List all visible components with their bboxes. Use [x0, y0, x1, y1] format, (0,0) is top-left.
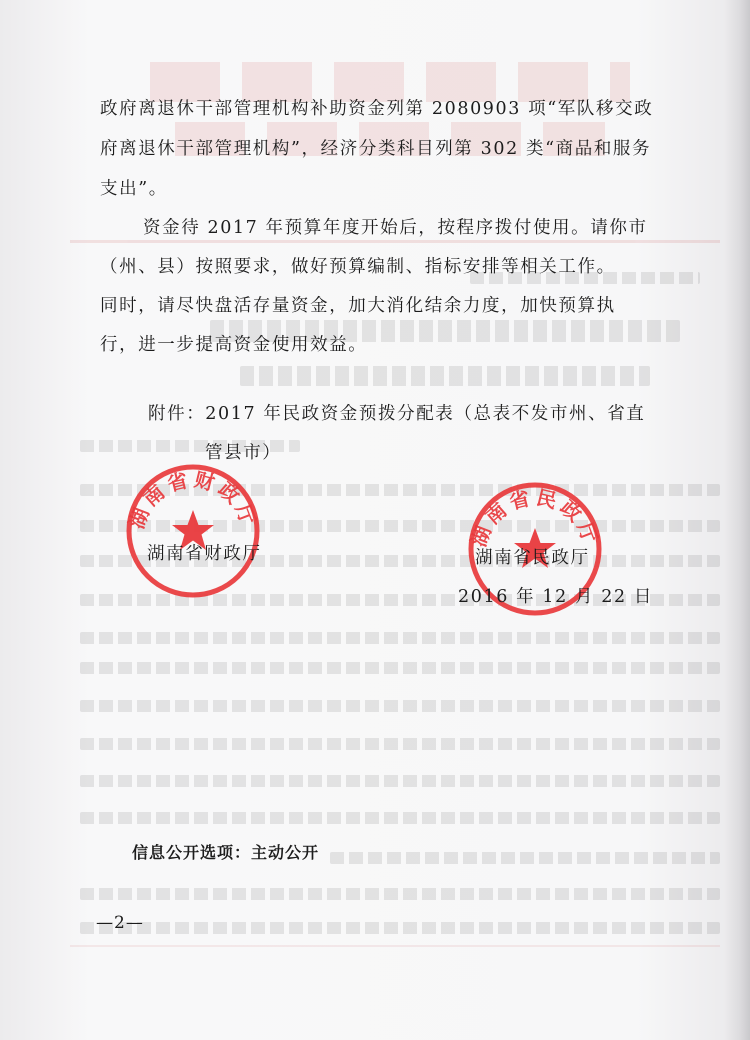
body-line-3: 支出”。 [100, 179, 168, 199]
disclosure-label: 信息公开选项： [132, 843, 252, 862]
disclosure-value: 主动公开 [251, 843, 320, 862]
attachment-line-2: 管县市） [205, 443, 282, 463]
body-line-7: 行，进一步提高资金使用效益。 [100, 335, 368, 355]
body-line-2: 府离退休干部管理机构”，经济分类科目列第 302 类“商品和服务 [100, 139, 652, 159]
disclosure-option [132, 840, 319, 863]
body-line-4: 资金待 2017 年预算年度开始后，按程序拨付使用。请你市 [143, 218, 648, 238]
signatory-civil-affairs-department: 湖南省民政厅 [475, 548, 590, 568]
body-line-1: 政府离退休干部管理机构补助资金列第 2080903 项“军队移交政 [100, 99, 654, 119]
finance-seal-text: 湖南省财政厅 [124, 467, 262, 532]
signatory-finance-department: 湖南省财政厅 [147, 544, 262, 564]
civil-affairs-seal-text: 湖南省民政厅 [466, 485, 604, 550]
attachment-line-1: 附件：2017 年民政资金预拨分配表（总表不发市州、省直 [148, 404, 646, 424]
body-line-5: （州、县）按照要求，做好预算编制、指标安排等相关工作。 [100, 257, 616, 277]
issue-date: 2016 年 12 月 22 日 [458, 587, 653, 607]
body-line-6: 同时，请尽快盘活存量资金，加大消化结余力度，加快预算执 [100, 296, 616, 316]
finance-department-seal [124, 462, 262, 600]
page-edge-shadow [724, 0, 750, 1040]
page-number: —2— [96, 913, 144, 933]
